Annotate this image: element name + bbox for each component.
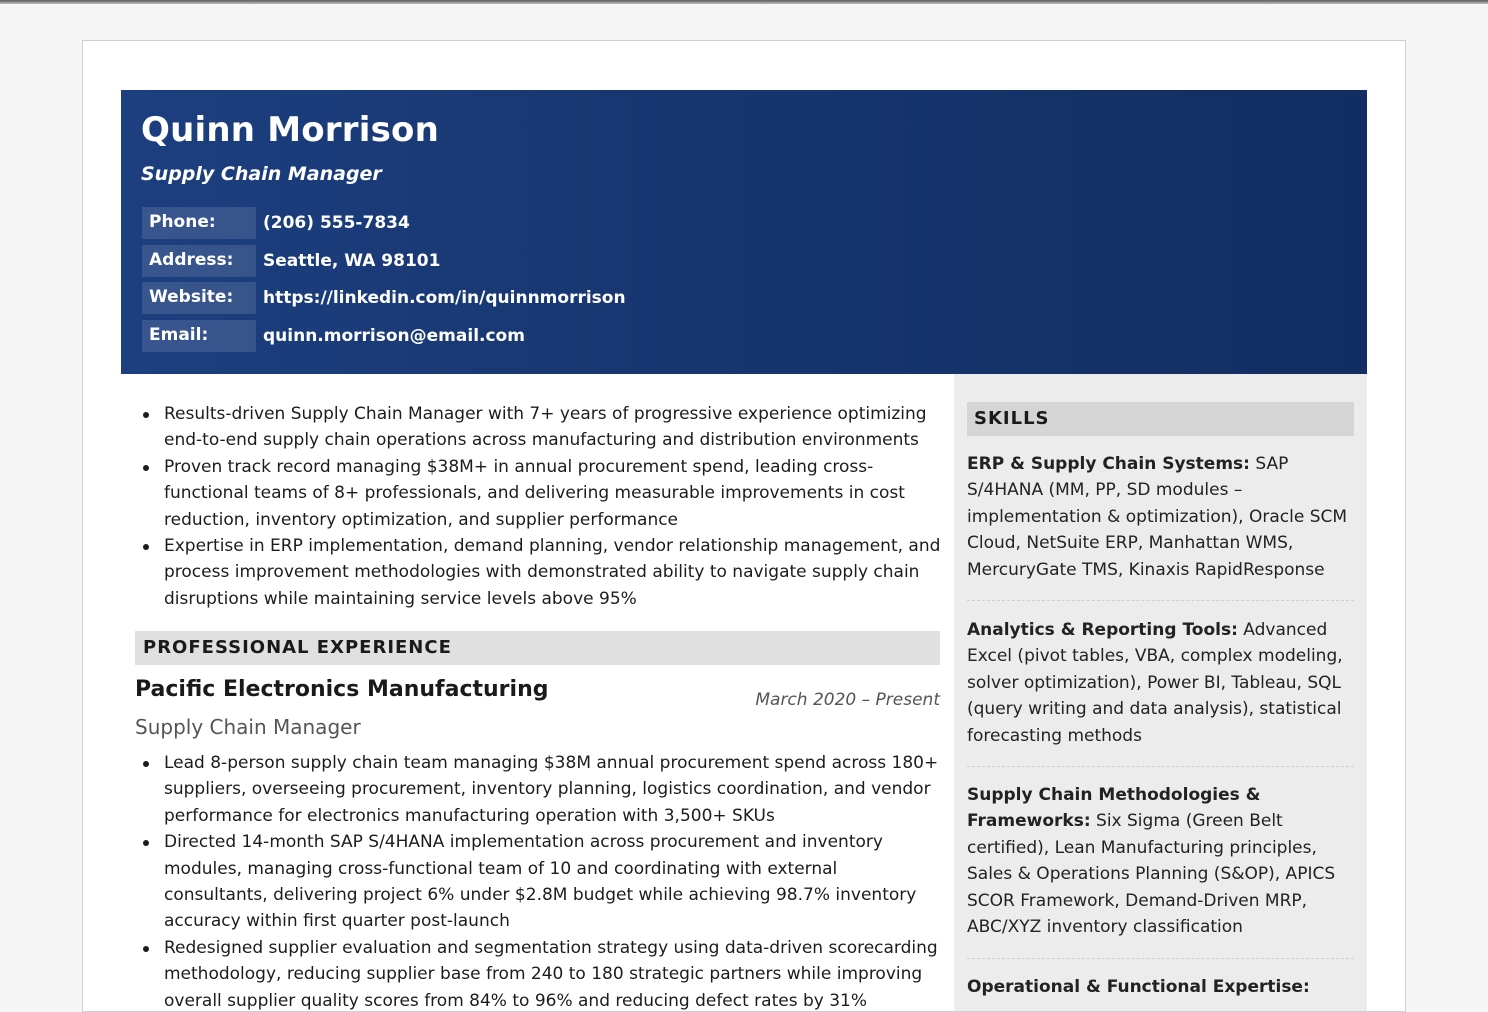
contact-label: Website: [142,282,256,314]
skills-heading: SKILLS [967,402,1354,436]
skill-label: Analytics & Reporting Tools: [967,620,1238,640]
summary-item: Proven track record managing $38M+ in annual procurement spend, leading cross-functional teams of 8+ professionals, and delivering measurable improvements in cost reduction, inventory optimization, and supplier performance [136,454,946,533]
summary-item: Results-driven Supply Chain Manager with 7+ years of progressive experience optimizing end-to-end supply chain operations across manufacturing and distribution environments [136,401,946,454]
experience-heading: PROFESSIONAL EXPERIENCE [135,631,940,665]
resume-page [82,40,1406,1012]
contact-label: Phone: [142,207,256,239]
skill-text: SAP S/4HANA (MM, PP, SD modules – implementation & optimization), Oracle SCM Cloud, NetSuite ERP, Manhattan WMS, MercuryGate TMS, Kinaxis RapidResponse [967,454,1348,580]
skill-divider [967,600,1354,601]
skill-text: Advanced Excel (pivot tables, VBA, complex modeling, solver optimization), Power BI, Tableau, SQL (query writing and data analysis), statistical forecasting methods [967,620,1343,746]
skills-sidebar [954,374,1367,1012]
address-value: Seattle, WA 98101 [263,250,441,271]
website-link[interactable]: https://linkedin.com/in/quinnmorrison [263,288,626,308]
job-bullet: Lead 8-person supply chain team managing $38M annual procurement spend across 180+ suppliers, overseeing procurement, inventory planning, logistics coordination, and vendor performance for electronics manufacturing operation with 3,500+ SKUs [136,750,946,829]
job-dates: March 2020 – Present [755,690,940,710]
candidate-title: Supply Chain Manager [141,163,382,185]
skill-label: ERP & Supply Chain Systems: [967,454,1250,474]
skill-group-erp [967,451,1354,583]
resume-header [121,90,1367,374]
skill-divider [967,958,1354,959]
job-bullets [136,750,946,1012]
skill-label: Supply Chain Methodologies & Frameworks: [967,785,1261,832]
skill-group-operational [967,974,1354,1000]
job-bullet: Redesigned supplier evaluation and segmentation strategy using data-driven scorecarding methodology, reducing supplier base from 240 to 180 strategic partners while improving overall supplier quality scores from 84% to 96% and reducing defect rates by 31% [136,935,946,1012]
skill-label: Operational & Functional Expertise: [967,977,1310,997]
skill-group-analytics [967,617,1354,749]
contact-label: Address: [142,245,256,277]
summary-list [136,401,946,612]
skill-divider [967,766,1354,767]
summary-item: Expertise in ERP implementation, demand planning, vendor relationship management, and process improvement methodologies with demonstrated ability to navigate supply chain disruptions while maintaining service levels above 95% [136,533,946,612]
candidate-name: Quinn Morrison [141,110,439,150]
job-bullet: Directed 14-month SAP S/4HANA implementation across procurement and inventory modules, managing cross-functional team of 10 and coordinating with external consultants, delivering project 6% under $2.8M budget while achieving 98.7% inventory accuracy within first quarter post-launch [136,829,946,935]
company-name: Pacific Electronics Manufacturing [135,677,549,702]
window-top-edge [0,0,1488,4]
phone-value: (206) 555-7834 [263,213,410,233]
skill-text: Six Sigma (Green Belt certified), Lean Manufacturing principles, Sales & Operations Planning (S&OP), APICS SCOR Framework, Demand-Driven MRP, ABC/XYZ inventory classification [967,811,1336,938]
email-link[interactable]: quinn.morrison@email.com [263,325,525,346]
job-role: Supply Chain Manager [135,715,361,739]
skill-group-methodologies [967,782,1354,940]
contact-label: Email: [142,320,256,352]
